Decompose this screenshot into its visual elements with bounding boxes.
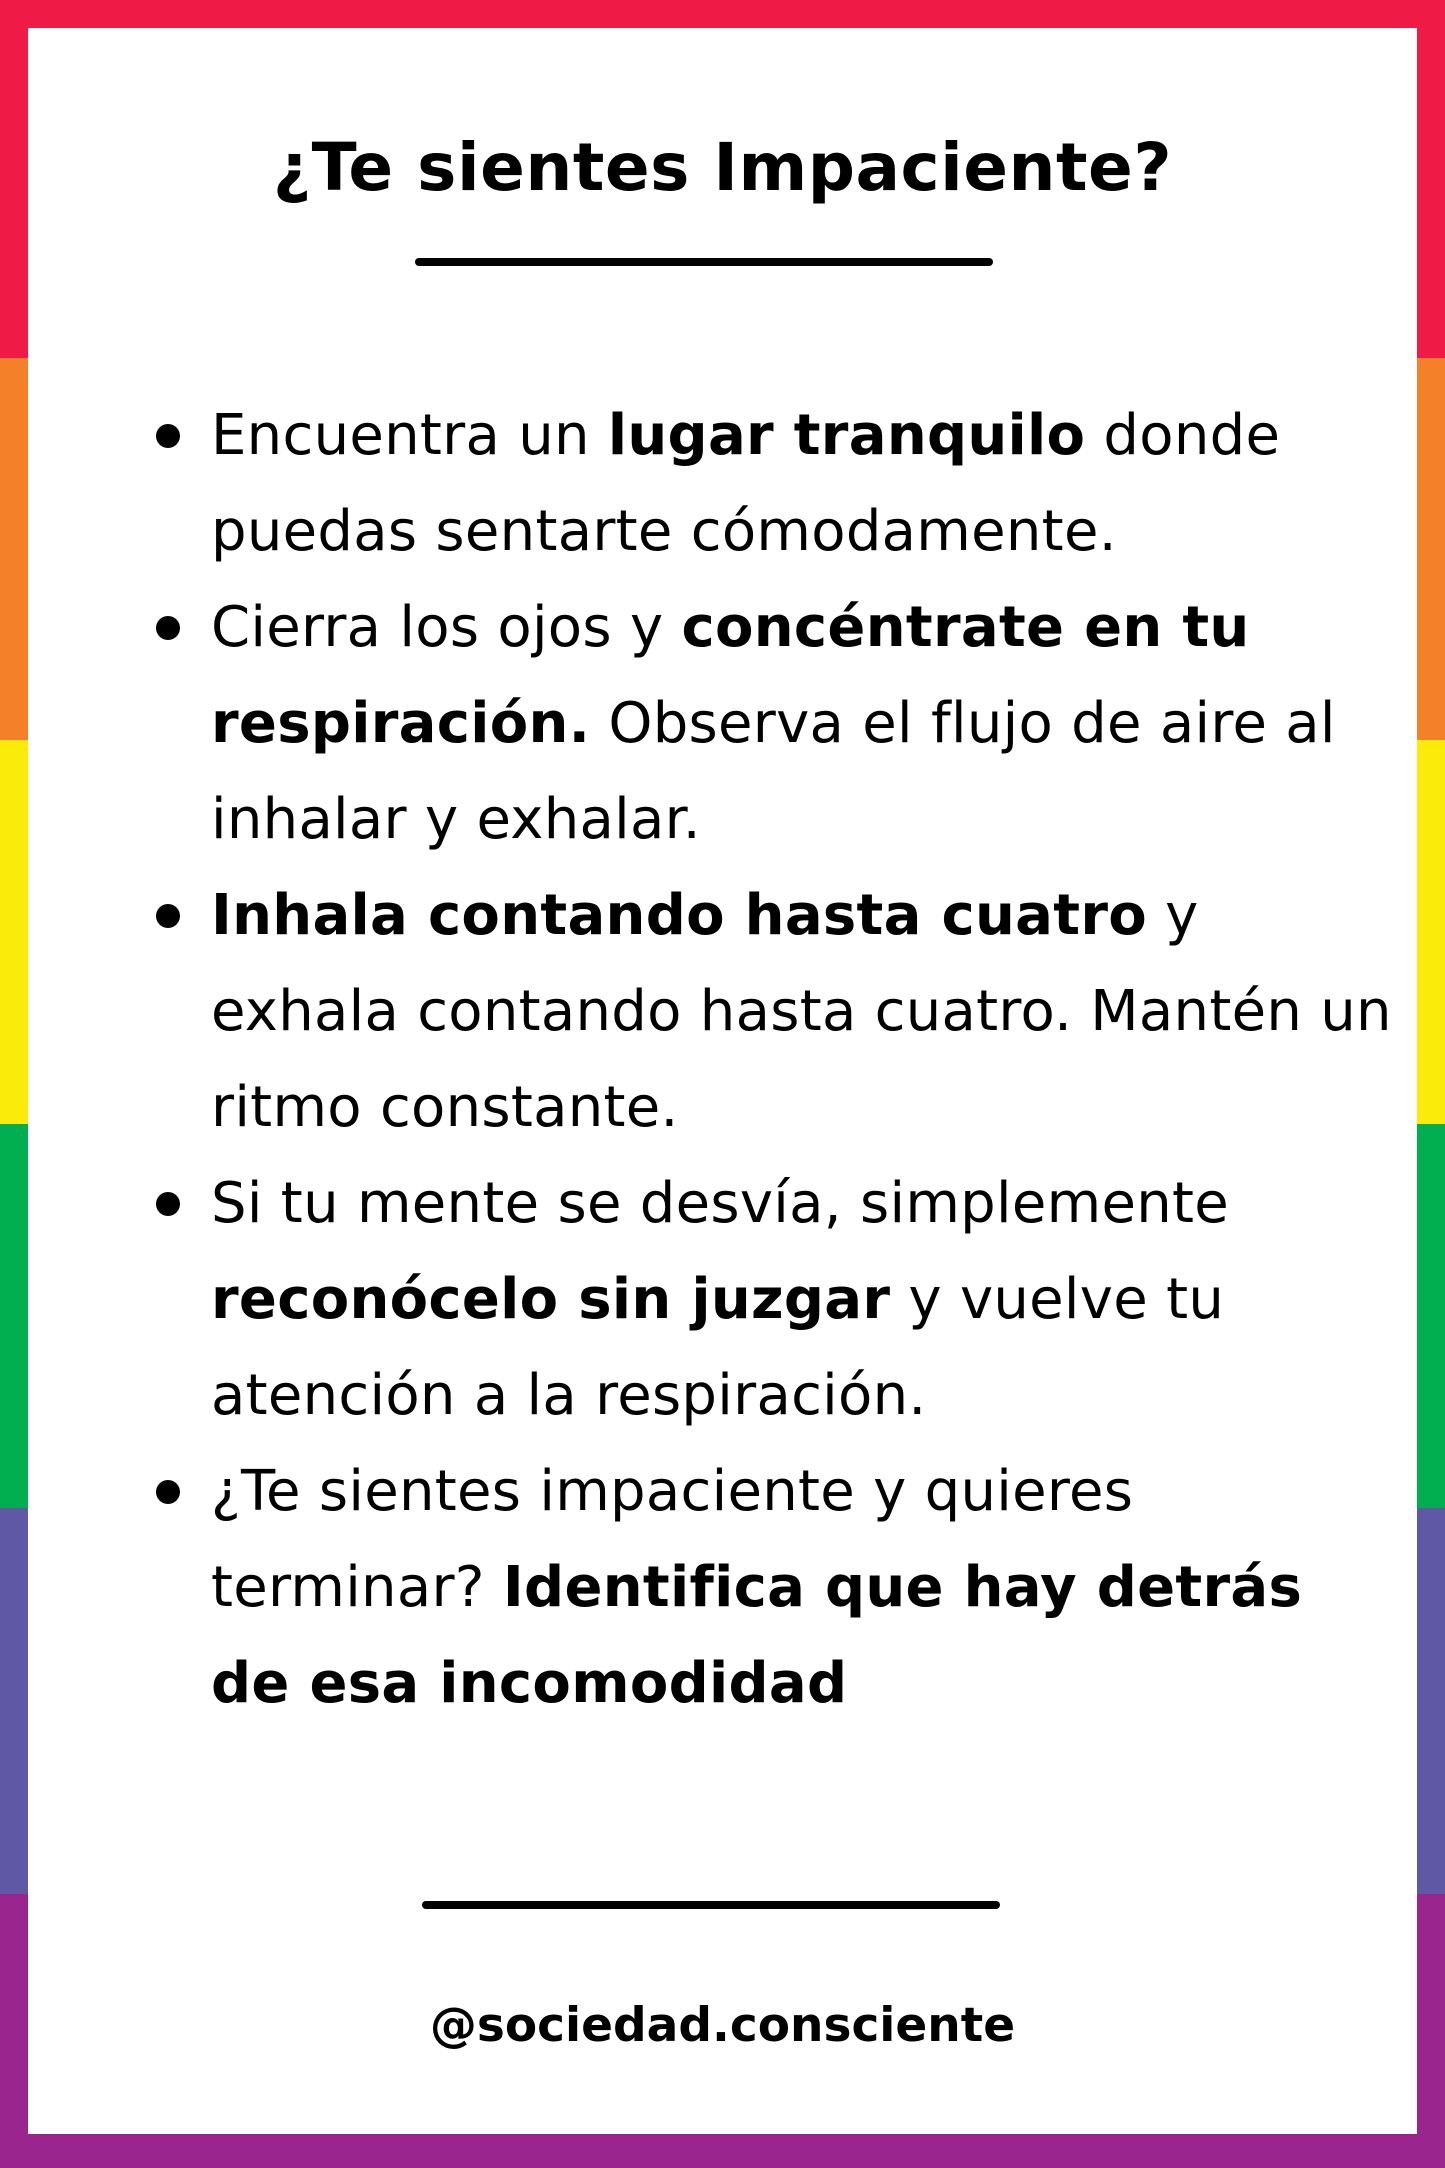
bullet-dot-icon <box>156 904 180 928</box>
page-title: ¿Te sientes Impaciente? <box>272 129 1173 206</box>
bullet-dot-icon <box>156 616 180 640</box>
item-text: ¿Te sientes impaciente y quieres terminar? Identifica que hay detrás de esa incomodidad <box>211 1459 1303 1716</box>
content-card <box>28 28 1417 2134</box>
bullet-dot-icon <box>156 424 180 448</box>
bullet-dot-icon <box>156 1192 180 1216</box>
list-item <box>28 388 1417 580</box>
item-text: Cierra los ojos y concéntrate en tu respiración. Observa el flujo de aire al inhalar y exhalar. <box>211 595 1336 852</box>
bullet-dot-icon <box>156 1480 180 1504</box>
item-text: Inhala contando hasta cuatro y exhala contando hasta cuatro. Mantén un ritmo constante. <box>211 883 1392 1140</box>
social-handle: @sociedad.consciente <box>429 1998 1016 2053</box>
list-item <box>28 1444 1417 1732</box>
tips-list <box>28 388 1417 1732</box>
item-text: Encuentra un lugar tranquilo donde puedas sentarte cómodamente. <box>211 403 1281 564</box>
divider-top <box>415 258 993 266</box>
divider-bottom <box>422 1901 1000 1909</box>
list-item <box>28 1156 1417 1444</box>
list-item <box>28 580 1417 868</box>
item-text: Si tu mente se desvía, simplemente reconócelo sin juzgar y vuelve tu atención a la respiración. <box>211 1171 1230 1428</box>
list-item <box>28 868 1417 1156</box>
